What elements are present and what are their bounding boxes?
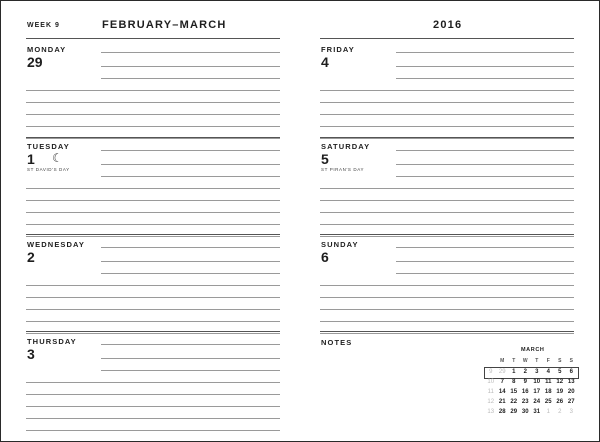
mini-calendar-weekdays	[485, 358, 577, 364]
day-number: 2	[27, 249, 35, 265]
day-event: ST DAVID'S DAY	[27, 167, 70, 172]
writing-line	[320, 285, 574, 286]
writing-line	[101, 261, 280, 262]
date-cell[interactable]: 19	[556, 389, 564, 395]
writing-line	[26, 382, 280, 383]
date-cell[interactable]: 5	[558, 369, 562, 375]
day-divider	[26, 331, 280, 332]
writing-line	[320, 321, 574, 322]
writing-line	[26, 212, 280, 213]
writing-line	[320, 333, 574, 334]
writing-line	[26, 333, 280, 334]
writing-line	[26, 309, 280, 310]
date-cell[interactable]: 4	[546, 369, 550, 375]
date-cell[interactable]: 17	[533, 389, 541, 395]
day-name: MONDAY	[27, 45, 67, 54]
writing-line	[101, 370, 280, 371]
writing-line	[320, 102, 574, 103]
date-cell[interactable]: 30	[521, 409, 529, 415]
date-cell[interactable]: 1	[512, 369, 516, 375]
writing-line	[101, 273, 280, 274]
writing-line	[396, 273, 574, 274]
date-cell[interactable]: 21	[498, 399, 506, 405]
week-number-cell: 13	[487, 409, 495, 415]
week-number-cell: 10	[487, 379, 495, 385]
writing-line	[320, 114, 574, 115]
writing-line	[101, 176, 280, 177]
date-cell[interactable]: 9	[523, 379, 527, 385]
day-number: 1	[27, 151, 35, 167]
date-cell[interactable]: 13	[567, 379, 575, 385]
writing-line	[101, 66, 280, 67]
day-number: 5	[321, 151, 329, 167]
writing-line	[320, 236, 574, 237]
date-cell[interactable]: 12	[556, 379, 564, 385]
week-number: WEEK 9	[27, 22, 60, 29]
date-cell[interactable]: 1	[546, 409, 550, 415]
writing-line	[101, 247, 280, 248]
month-range-title: FEBRUARY–MARCH	[102, 19, 227, 31]
date-cell[interactable]: 7	[500, 379, 504, 385]
day-divider	[320, 234, 574, 235]
writing-line	[26, 430, 280, 431]
date-cell[interactable]: 2	[558, 409, 562, 415]
writing-line	[320, 224, 574, 225]
writing-line	[26, 102, 280, 103]
writing-line	[101, 344, 280, 345]
date-cell[interactable]: 20	[567, 389, 575, 395]
date-cell[interactable]: 24	[533, 399, 541, 405]
date-cell[interactable]: 3	[535, 369, 539, 375]
mini-calendar-title: MARCH	[521, 347, 545, 353]
date-cell[interactable]: 29	[498, 369, 506, 375]
writing-line	[101, 358, 280, 359]
mini-calendar-week-row	[485, 409, 577, 415]
date-cell[interactable]: 18	[544, 389, 552, 395]
mini-calendar-week-row	[485, 379, 577, 385]
writing-line	[320, 90, 574, 91]
date-cell[interactable]: 16	[521, 389, 529, 395]
date-cell[interactable]: 3	[569, 409, 573, 415]
writing-line	[101, 150, 280, 151]
writing-line	[26, 406, 280, 407]
writing-line	[320, 126, 574, 127]
date-cell[interactable]: 8	[512, 379, 516, 385]
mini-calendar-week-row	[485, 399, 577, 405]
date-cell[interactable]: 28	[498, 409, 506, 415]
day-divider	[320, 137, 574, 138]
header-rule-left	[26, 38, 280, 39]
writing-line	[26, 114, 280, 115]
date-cell[interactable]: 27	[567, 399, 575, 405]
writing-line	[26, 138, 280, 139]
weekday-label: S	[558, 358, 562, 364]
weekday-label: M	[500, 358, 505, 364]
day-number: 3	[27, 346, 35, 362]
weekday-label: F	[546, 358, 550, 364]
date-cell[interactable]: 26	[556, 399, 564, 405]
day-divider	[320, 331, 574, 332]
writing-line	[26, 236, 280, 237]
writing-line	[396, 78, 574, 79]
date-cell[interactable]: 22	[510, 399, 518, 405]
day-name: SATURDAY	[321, 142, 371, 151]
writing-line	[396, 261, 574, 262]
writing-line	[26, 90, 280, 91]
writing-line	[101, 164, 280, 165]
date-cell[interactable]: 6	[569, 369, 573, 375]
date-cell[interactable]: 29	[510, 409, 518, 415]
mini-calendar-week-row	[485, 389, 577, 395]
writing-line	[396, 176, 574, 177]
weekday-label	[485, 358, 497, 364]
date-cell[interactable]: 2	[523, 369, 527, 375]
day-name: TUESDAY	[27, 142, 70, 151]
date-cell[interactable]: 25	[544, 399, 552, 405]
writing-line	[320, 212, 574, 213]
date-cell[interactable]: 23	[521, 399, 529, 405]
week-number-cell: 12	[487, 399, 495, 405]
day-event: ST PIRAN'S DAY	[321, 167, 365, 172]
writing-line	[26, 200, 280, 201]
weekday-label: T	[535, 358, 539, 364]
writing-line	[396, 164, 574, 165]
year-title: 2016	[433, 19, 463, 31]
writing-line	[320, 309, 574, 310]
writing-line	[26, 285, 280, 286]
day-name: SUNDAY	[321, 240, 359, 249]
writing-line	[320, 200, 574, 201]
day-name: THURSDAY	[27, 337, 77, 346]
notes-label: NOTES	[321, 338, 353, 347]
writing-line	[26, 321, 280, 322]
writing-line	[26, 224, 280, 225]
day-divider	[26, 234, 280, 235]
writing-line	[320, 188, 574, 189]
mini-calendar-week-row	[485, 369, 577, 375]
writing-line	[26, 297, 280, 298]
writing-line	[396, 66, 574, 67]
day-number: 6	[321, 249, 329, 265]
day-divider	[26, 137, 280, 138]
writing-line	[396, 150, 574, 151]
header-rule-right	[320, 38, 574, 39]
writing-line	[396, 247, 574, 248]
writing-line	[320, 297, 574, 298]
date-cell[interactable]: 14	[498, 389, 506, 395]
writing-line	[26, 188, 280, 189]
writing-line	[101, 78, 280, 79]
date-cell[interactable]: 10	[533, 379, 541, 385]
weekday-label: T	[512, 358, 516, 364]
writing-line	[320, 138, 574, 139]
writing-line	[101, 52, 280, 53]
day-name: WEDNESDAY	[27, 240, 85, 249]
weekday-label: W	[522, 358, 528, 364]
writing-line	[26, 418, 280, 419]
day-name: FRIDAY	[321, 45, 355, 54]
writing-line	[26, 394, 280, 395]
moon-phase-icon: ☾	[52, 151, 63, 165]
date-cell[interactable]: 11	[545, 379, 552, 385]
date-cell[interactable]: 31	[533, 409, 541, 415]
day-number: 4	[321, 54, 329, 70]
date-cell[interactable]: 15	[510, 389, 518, 395]
week-number-cell: 11	[487, 389, 494, 395]
week-number-cell: 9	[489, 369, 493, 375]
day-number: 29	[27, 54, 43, 70]
writing-line	[26, 126, 280, 127]
writing-line	[396, 52, 574, 53]
weekday-label: S	[569, 358, 573, 364]
